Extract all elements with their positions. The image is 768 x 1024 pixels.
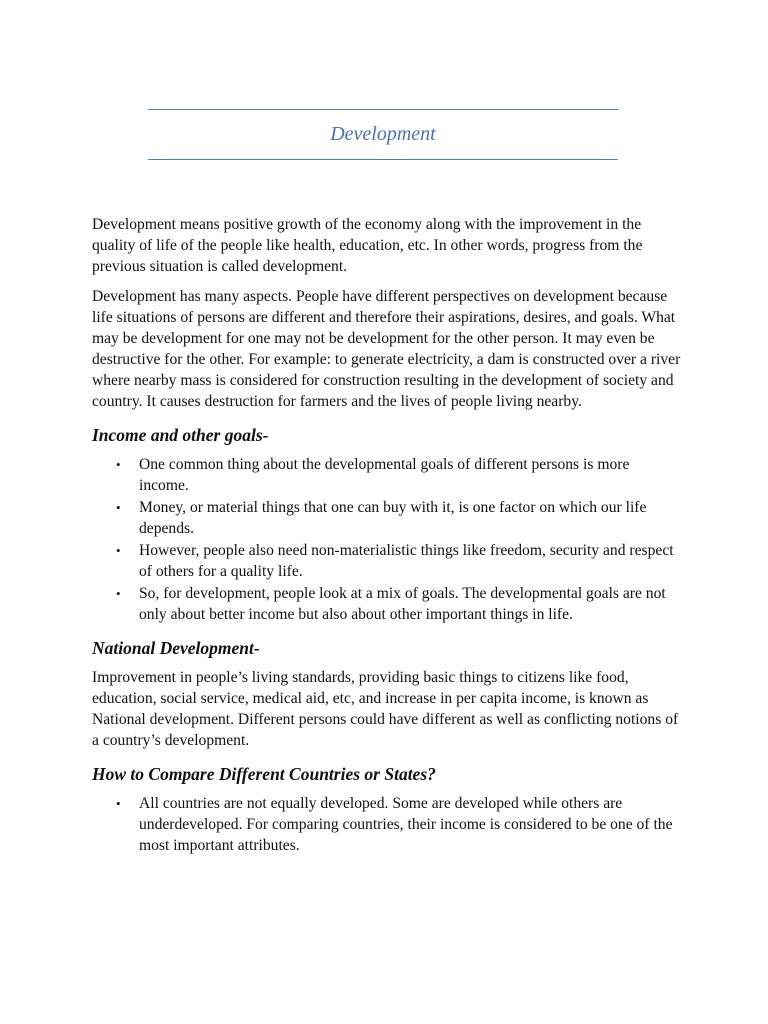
list-item-text: So, for development, people look at a mix of goals. The developmental goals are not only about better income but also about other important things in life.: [139, 585, 666, 623]
bullet-icon: •: [116, 543, 121, 558]
document-body: [92, 214, 682, 868]
bullet-icon: •: [116, 796, 121, 811]
bullet-icon: •: [116, 586, 121, 601]
national-development-paragraph: Improvement in people’s living standards, providing basic things to citizens like food, education, social service, medical aid, etc, and increase in per capita income, is known as National development. Different persons could have different as well as conflicting notions of a country’s development.: [92, 669, 679, 749]
bullet-icon: •: [116, 457, 121, 472]
list-item: [92, 454, 682, 496]
list-item: [92, 497, 682, 539]
intro-paragraph: Development has many aspects. People have different perspectives on development because life situations of persons are different and therefore their aspirations, desires, and goals. What may be development for one may not be development for the other person. It may even be destructive for the other. For example: to generate electricity, a dam is constructed over a river where nearby mass is considered for construction resulting in the development of society and country. It causes destruction for farmers and the lives of people living nearby.: [92, 288, 681, 410]
list-item-text: Money, or material things that one can buy with it, is one factor on which our life depends.: [139, 499, 647, 537]
income-goals-list: [92, 454, 682, 625]
section-heading-income: Income and other goals-: [92, 425, 269, 445]
list-item-text: One common thing about the developmental goals of different persons is more income.: [139, 456, 630, 494]
page-title: Development: [330, 123, 436, 145]
list-item: [92, 583, 682, 625]
section-heading-national-development: National Development-: [92, 638, 260, 658]
intro-paragraph: Development means positive growth of the economy along with the improvement in the quality of life of the people like health, education, etc. In other words, progress from the previous situation is called development.: [92, 216, 643, 275]
compare-countries-list: [92, 793, 682, 856]
list-item-text: All countries are not equally developed. Some are developed while others are underdeveloped. For comparing countries, their income is considered to be one of the most important attributes.: [139, 795, 673, 854]
title-top-rule: [148, 109, 618, 110]
list-item: [92, 540, 682, 582]
section-heading-compare-countries: How to Compare Different Countries or States?: [92, 764, 436, 784]
list-item-text: However, people also need non-materialistic things like freedom, security and respect of others for a quality life.: [139, 542, 674, 580]
list-item: [92, 793, 682, 856]
title-bottom-rule: [148, 159, 618, 160]
bullet-icon: •: [116, 500, 121, 515]
